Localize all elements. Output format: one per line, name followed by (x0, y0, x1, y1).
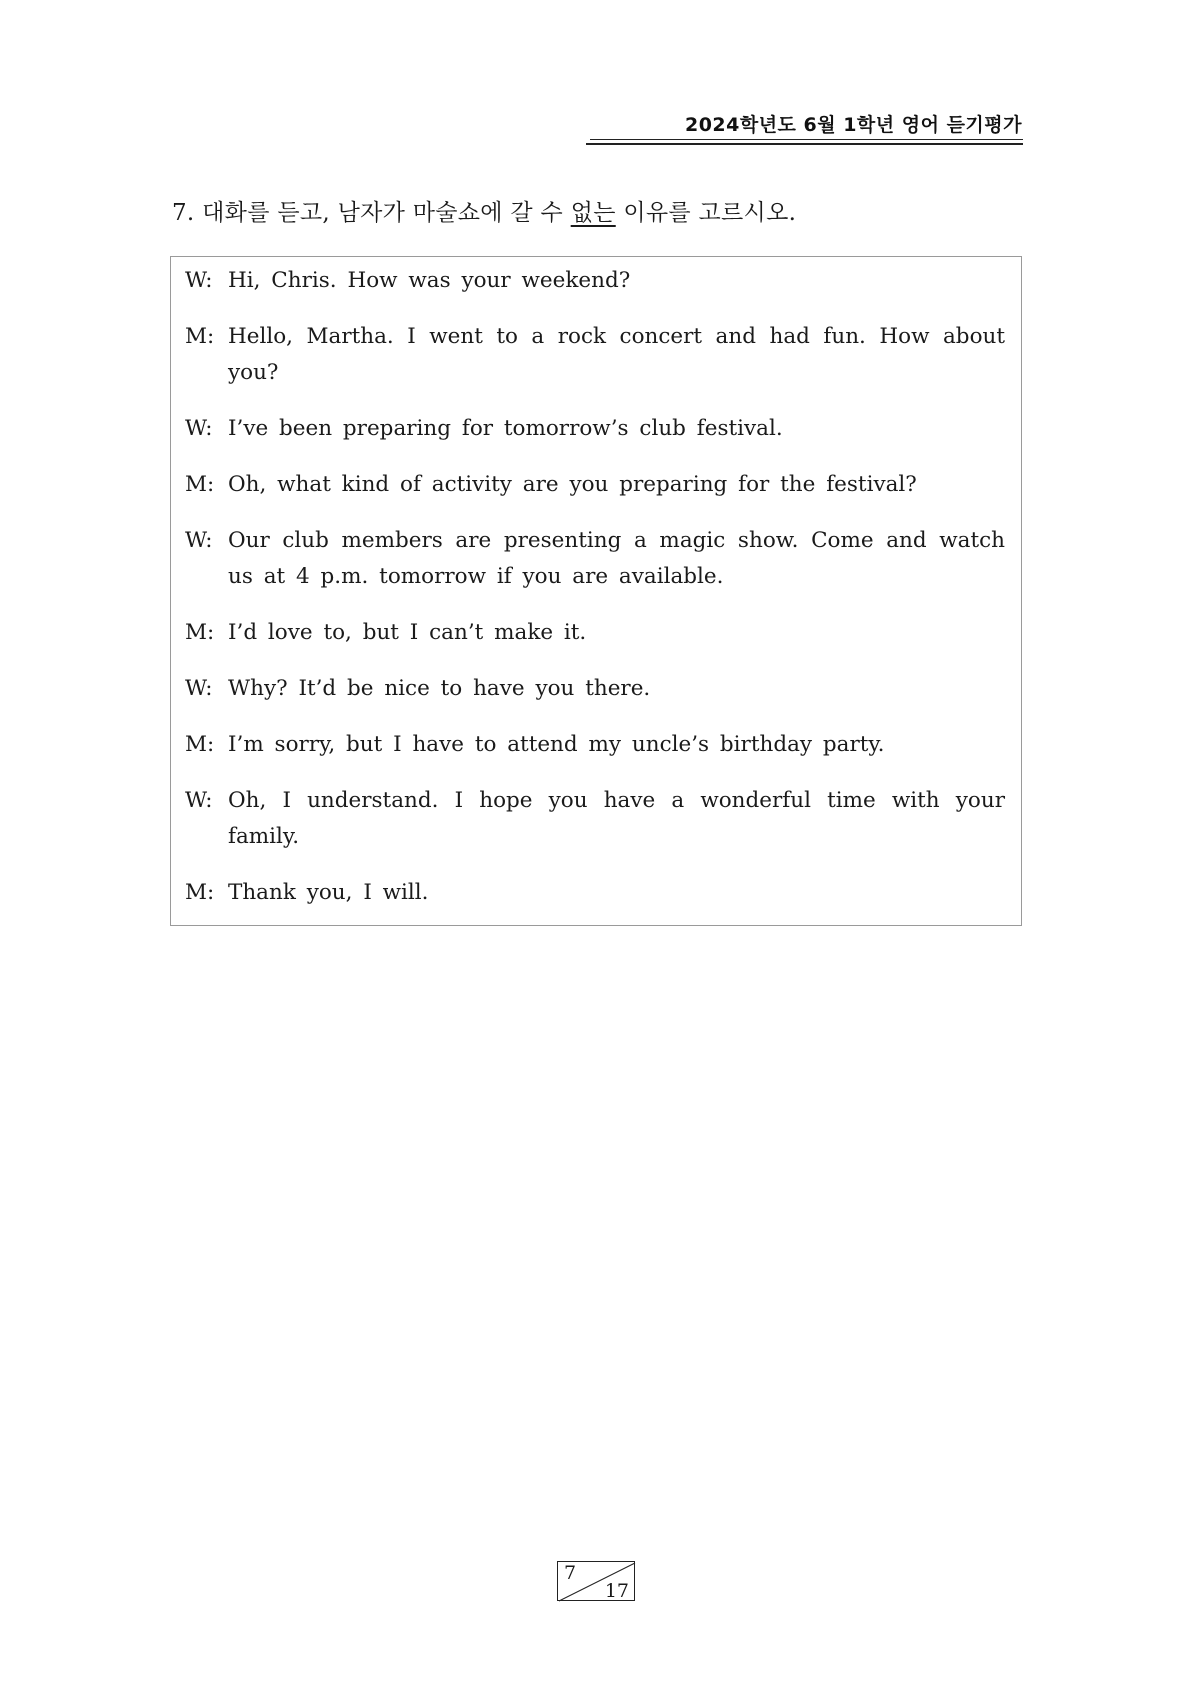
page-current-number: 7 (564, 1562, 577, 1584)
dialogue-line (185, 615, 1005, 651)
dialogue-line (185, 671, 1005, 707)
speaker-label: M: (185, 472, 215, 497)
utterance-text: I’d love to, but I can’t make it. (228, 620, 587, 645)
question-prompt (172, 194, 796, 227)
header-rule-thick (586, 143, 1023, 145)
utterance-text: Oh, I understand. I hope you have a wonderful time with your family. (228, 788, 1005, 849)
utterance-text: Hello, Martha. I went to a rock concert and had fun. How about you? (228, 324, 1005, 385)
utterance-text: Why? It’d be nice to have you there. (228, 676, 651, 701)
exam-title: 2024학년도 6월 1학년 영어 듣기평가 (684, 114, 1022, 136)
utterance-text: Oh, what kind of activity are you preparing for the festival? (228, 472, 917, 497)
speaker-label: W: (185, 416, 213, 441)
dialogue-line (185, 875, 1005, 911)
dialogue-line (185, 783, 1005, 855)
header-rule-thin (590, 139, 1023, 140)
speaker-label: M: (185, 620, 215, 645)
dialogue-line (185, 319, 1005, 391)
speaker-label: W: (185, 268, 213, 293)
dialogue-line (185, 727, 1005, 763)
utterance-text: Our club members are presenting a magic show. Come and watch us at 4 p.m. tomorrow if you are available. (228, 528, 1005, 589)
utterance-text: Thank you, I will. (228, 880, 429, 905)
page-indicator (557, 1561, 635, 1601)
utterance-text: I’m sorry, but I have to attend my uncle’s birthday party. (228, 732, 885, 757)
speaker-label: W: (185, 788, 213, 813)
dialogue-line (185, 523, 1005, 595)
dialogue-line (185, 467, 1005, 503)
speaker-label: M: (185, 732, 215, 757)
question-suffix: 이유를 고르시오. (615, 200, 797, 226)
utterance-text: Hi, Chris. How was your weekend? (228, 268, 631, 293)
utterance-text: I’ve been preparing for tomorrow’s club festival. (228, 416, 783, 441)
speaker-label: M: (185, 324, 215, 349)
speaker-label: W: (185, 676, 213, 701)
dialogue-line (185, 263, 1005, 299)
speaker-label: W: (185, 528, 213, 553)
question-text: 7. 대화를 듣고, 남자가 마술쇼에 갈 수 (172, 200, 571, 226)
page-total-number: 17 (604, 1580, 629, 1602)
dialogue-line (185, 411, 1005, 447)
speaker-label: M: (185, 880, 215, 905)
dialogue-script-box (170, 256, 1022, 926)
question-emphasis: 없는 (570, 200, 616, 226)
